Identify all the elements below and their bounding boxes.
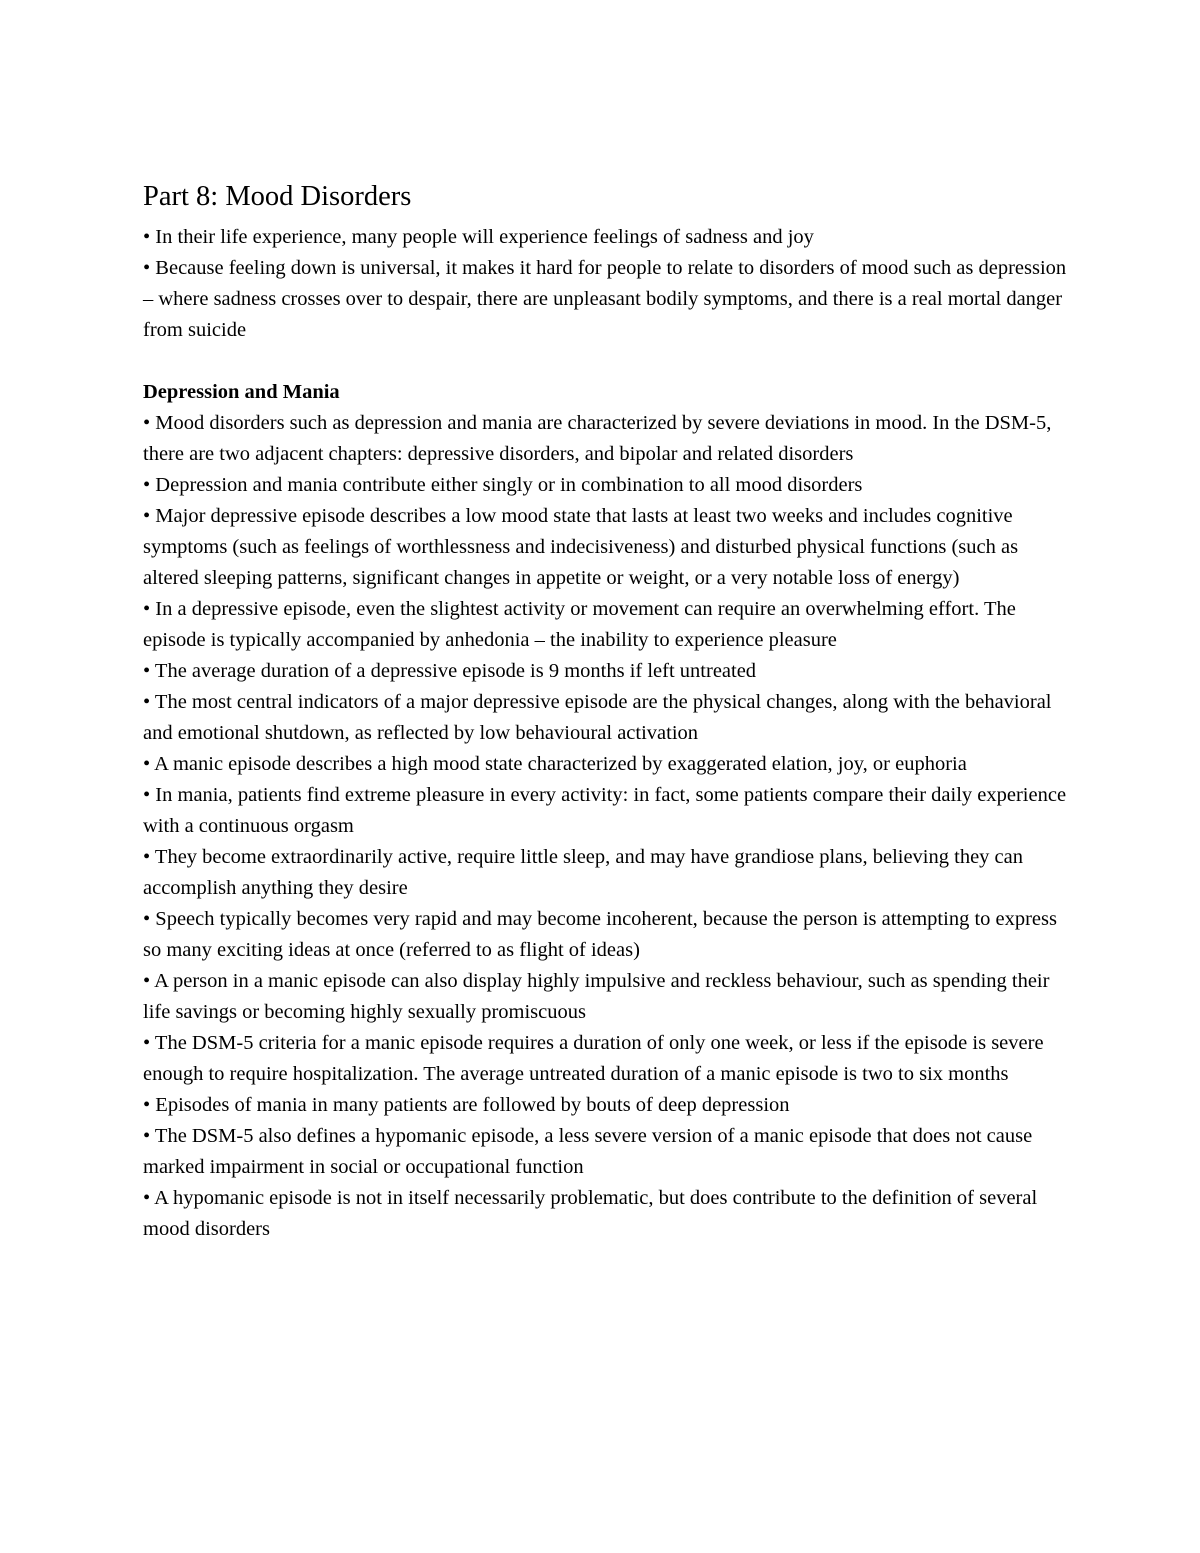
- section-bullet: • Speech typically becomes very rapid and may become incoherent, because the person is attempting to express so many exciting ideas at once (referred to as flight of ideas): [143, 908, 1057, 961]
- section-bullet: • The DSM-5 criteria for a manic episode requires a duration of only one week, or less if the episode is severe enough to require hospitalization. The average untreated duration of a manic episode is two to six months: [143, 1032, 1044, 1085]
- section-bullet: • Mood disorders such as depression and mania are characterized by severe deviations in mood. In the DSM-5, there are two adjacent chapters: depressive disorders, and bipolar and related disorders: [143, 412, 1052, 465]
- section-bullet: • Episodes of mania in many patients are followed by bouts of deep depression: [143, 1094, 790, 1116]
- document-content: [143, 176, 1068, 1245]
- section-bullet: • A hypomanic episode is not in itself necessarily problematic, but does contribute to the definition of several mood disorders: [143, 1187, 1038, 1240]
- intro-bullet: • Because feeling down is universal, it makes it hard for people to relate to disorders of mood such as depression – where sadness crosses over to despair, there are unpleasant bodily symptoms, and there is a real mortal danger from suicide: [143, 257, 1067, 341]
- section-bullet: • In a depressive episode, even the slightest activity or movement can require an overwhelming effort. The episode is typically accompanied by anhedonia – the inability to experience pleasure: [143, 598, 1016, 651]
- intro-bullet: • In their life experience, many people will experience feelings of sadness and joy: [143, 226, 814, 248]
- section-bullet: • The most central indicators of a major depressive episode are the physical changes, along with the behavioral and emotional shutdown, as reflected by low behavioural activation: [143, 691, 1052, 744]
- section-bullet: • In mania, patients find extreme pleasure in every activity: in fact, some patients compare their daily experience with a continuous orgasm: [143, 784, 1067, 837]
- section-heading: Depression and Mania: [143, 381, 340, 403]
- section-bullet: • The DSM-5 also defines a hypomanic episode, a less severe version of a manic episode that does not cause marked impairment in social or occupational function: [143, 1125, 1033, 1178]
- section-bullet: • Depression and mania contribute either singly or in combination to all mood disorders: [143, 474, 863, 496]
- page-title: Part 8: Mood Disorders: [143, 181, 412, 212]
- section-bullet: • Major depressive episode describes a low mood state that lasts at least two weeks and includes cognitive symptoms (such as feelings of worthlessness and indecisiveness) and disturbed physical functions (such as altered sleeping patterns, significant changes in appetite or weight, or a very notable loss of energy): [143, 505, 1019, 589]
- section-bullet: • They become extraordinarily active, require little sleep, and may have grandiose plans, believing they can accomplish anything they desire: [143, 846, 1023, 899]
- section-bullet: • The average duration of a depressive episode is 9 months if left untreated: [143, 660, 757, 682]
- section-bullet: • A person in a manic episode can also display highly impulsive and reckless behaviour, such as spending their life savings or becoming highly sexually promiscuous: [143, 970, 1050, 1023]
- paragraph-spacer: [143, 346, 1068, 377]
- section-bullet: • A manic episode describes a high mood state characterized by exaggerated elation, joy, or euphoria: [143, 753, 967, 775]
